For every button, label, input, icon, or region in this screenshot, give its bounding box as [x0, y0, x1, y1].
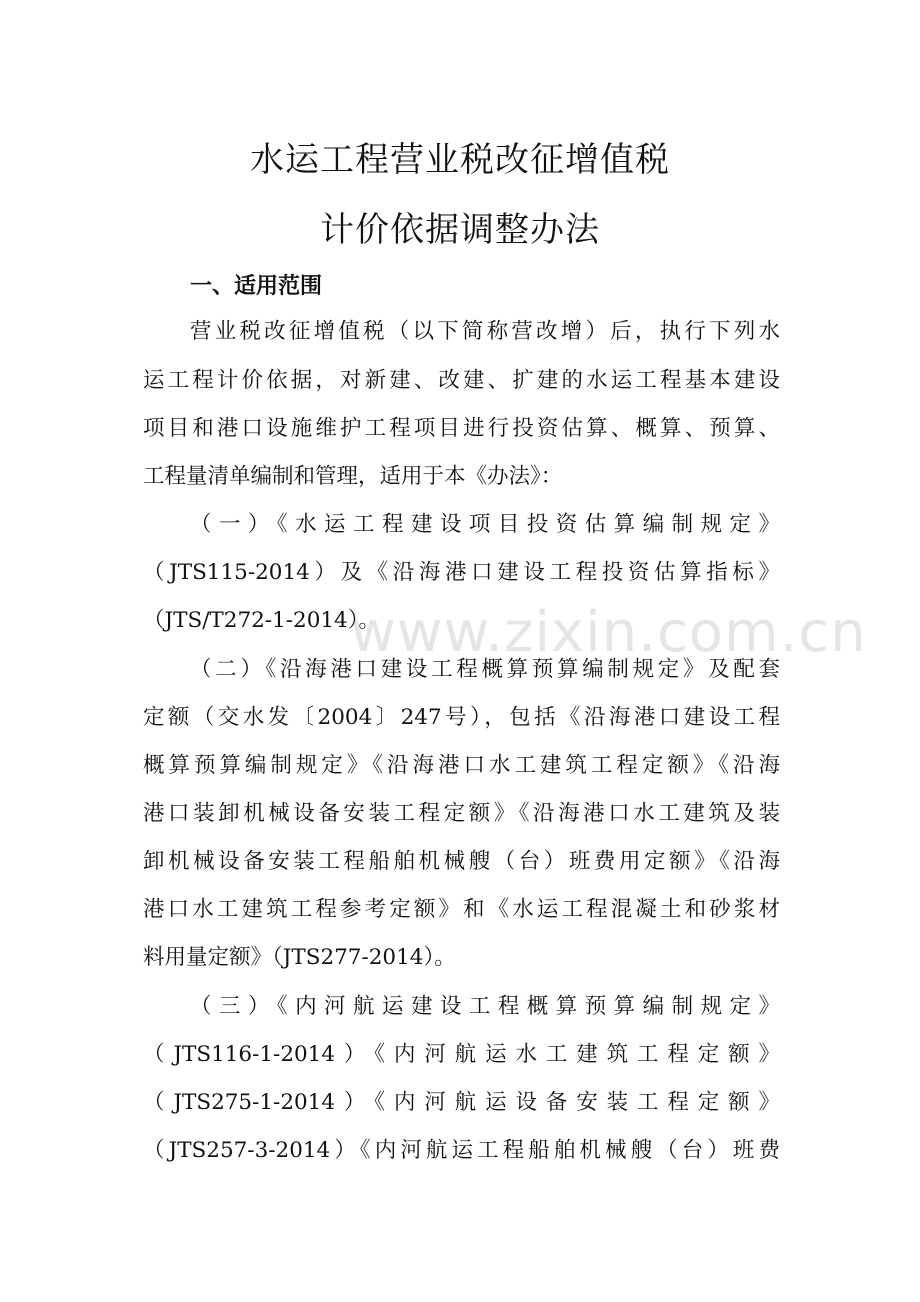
- paragraph-line: （JTS/T272-1-2014）。: [143, 608, 380, 633]
- paragraph-line: （JTS115-2014）及《沿海港口建设工程投资估算指标》: [143, 560, 780, 585]
- paragraph-line: 营业税改征增值税（以下简称营改增）后，执行下列水: [190, 319, 780, 344]
- paragraph-line: 运工程计价依据，对新建、改建、扩建的水运工程基本建设: [143, 368, 780, 393]
- paragraph-line: 港口水工建筑工程参考定额》和《水运工程混凝土和砂浆材: [143, 897, 780, 922]
- paragraph-line: （三）《内河航运建设工程概算预算编制规定》: [190, 994, 780, 1019]
- paragraph-line: 工程量清单编制和管理，适用于本《办法》：: [143, 464, 563, 489]
- section-heading: 一、适用范围: [190, 274, 323, 299]
- paragraph-line: 料用量定额》（JTS277-2014）。: [143, 945, 456, 970]
- paragraph-line: （JTS275-1-2014）《内河航运设备安装工程定额》: [143, 1090, 780, 1115]
- paragraph-line: 卸机械设备安装工程船舶机械艘（台）班费用定额》《沿海: [143, 849, 780, 874]
- paragraph-line: 港口装卸机械设备安装工程定额》《沿海港口水工建筑及装: [143, 801, 780, 826]
- paragraph-line: 定额（交水发〔2004〕247号），包括《沿海港口建设工程: [143, 705, 780, 730]
- document-title-line-2: 计价依据调整办法: [320, 210, 600, 250]
- paragraph-line: （二）《沿海港口建设工程概算预算编制规定》及配套: [190, 657, 780, 682]
- paragraph-line: 项目和港口设施维护工程项目进行投资估算、概算、预算、: [143, 416, 780, 441]
- paragraph-line: （一）《水运工程建设项目投资估算编制规定》: [190, 512, 780, 537]
- watermark: www.zixin.com.cn: [350, 600, 867, 665]
- paragraph-line: （JTS257-3-2014）《内河航运工程船舶机械艘（台）班费: [143, 1138, 780, 1163]
- document-title-line-1: 水运工程营业税改征增值税: [250, 140, 670, 180]
- paragraph-line: （JTS116-1-2014）《内河航运水工建筑工程定额》: [143, 1042, 780, 1067]
- paragraph-line: 概算预算编制规定》《沿海港口水工建筑工程定额》《沿海: [143, 753, 780, 778]
